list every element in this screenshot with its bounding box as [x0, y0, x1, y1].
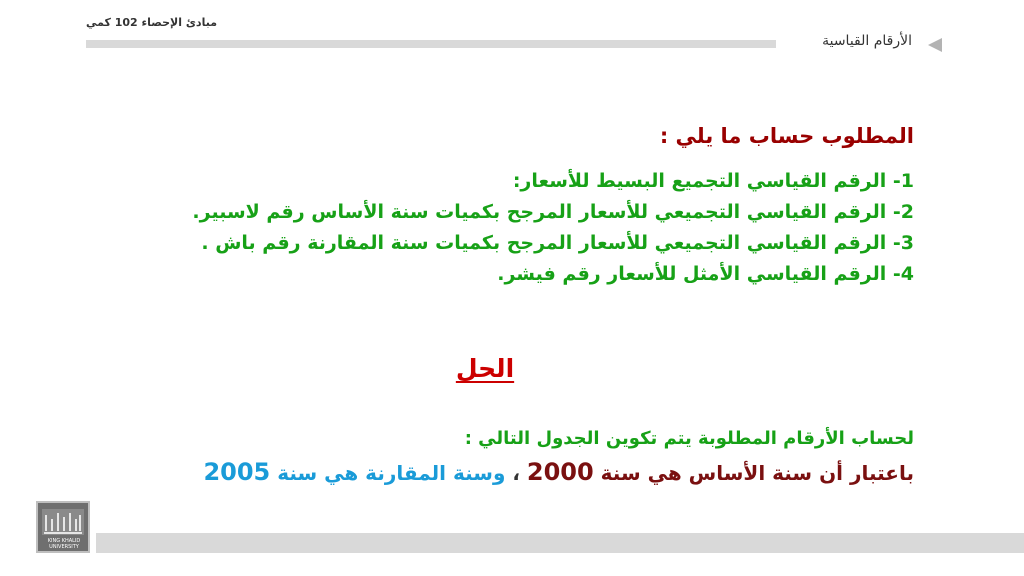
course-label: مبادئ الإحصاء 102 كمي [86, 16, 218, 29]
basis-separator: ، [505, 461, 527, 485]
required-heading: المطلوب حساب ما يلي : [659, 124, 914, 148]
basis-line [94, 458, 914, 486]
list-item: 4- الرقم القياسي الأمثل للأسعار رقم فيشر. [497, 263, 914, 285]
university-logo [36, 501, 90, 553]
comparison-year: 2005 [203, 458, 271, 486]
list-item: 2- الرقم القياسي التجميعي للأسعار المرجح بكميات سنة الأساس رقم لاسبير. [192, 201, 914, 223]
footer-bar [96, 533, 1024, 553]
requirements-list [94, 166, 914, 290]
logo-emblem-icon [38, 503, 88, 543]
slide-title: الأرقام القياسية [822, 33, 912, 49]
table-instruction: لحساب الأرقام المطلوبة يتم تكوين الجدول التالي : [464, 428, 914, 449]
header-divider [86, 40, 776, 48]
list-item: 1- الرقم القياسي التجميع البسيط للأسعار: [512, 170, 914, 192]
list-item: 3- الرقم القياسي التجميعي للأسعار المرجح بكميات سنة المقارنة رقم باش . [201, 232, 914, 254]
logo-caption: KING KHALID UNIVERSITY [47, 538, 81, 550]
base-year: 2000 [526, 458, 594, 486]
basis-prefix: باعتبار أن سنة الأساس هي سنة [593, 461, 914, 485]
solution-heading: الحل [455, 354, 515, 383]
comparison-prefix: وسنة المقارنة هي سنة [270, 461, 506, 485]
nav-arrow-icon[interactable] [926, 37, 944, 53]
